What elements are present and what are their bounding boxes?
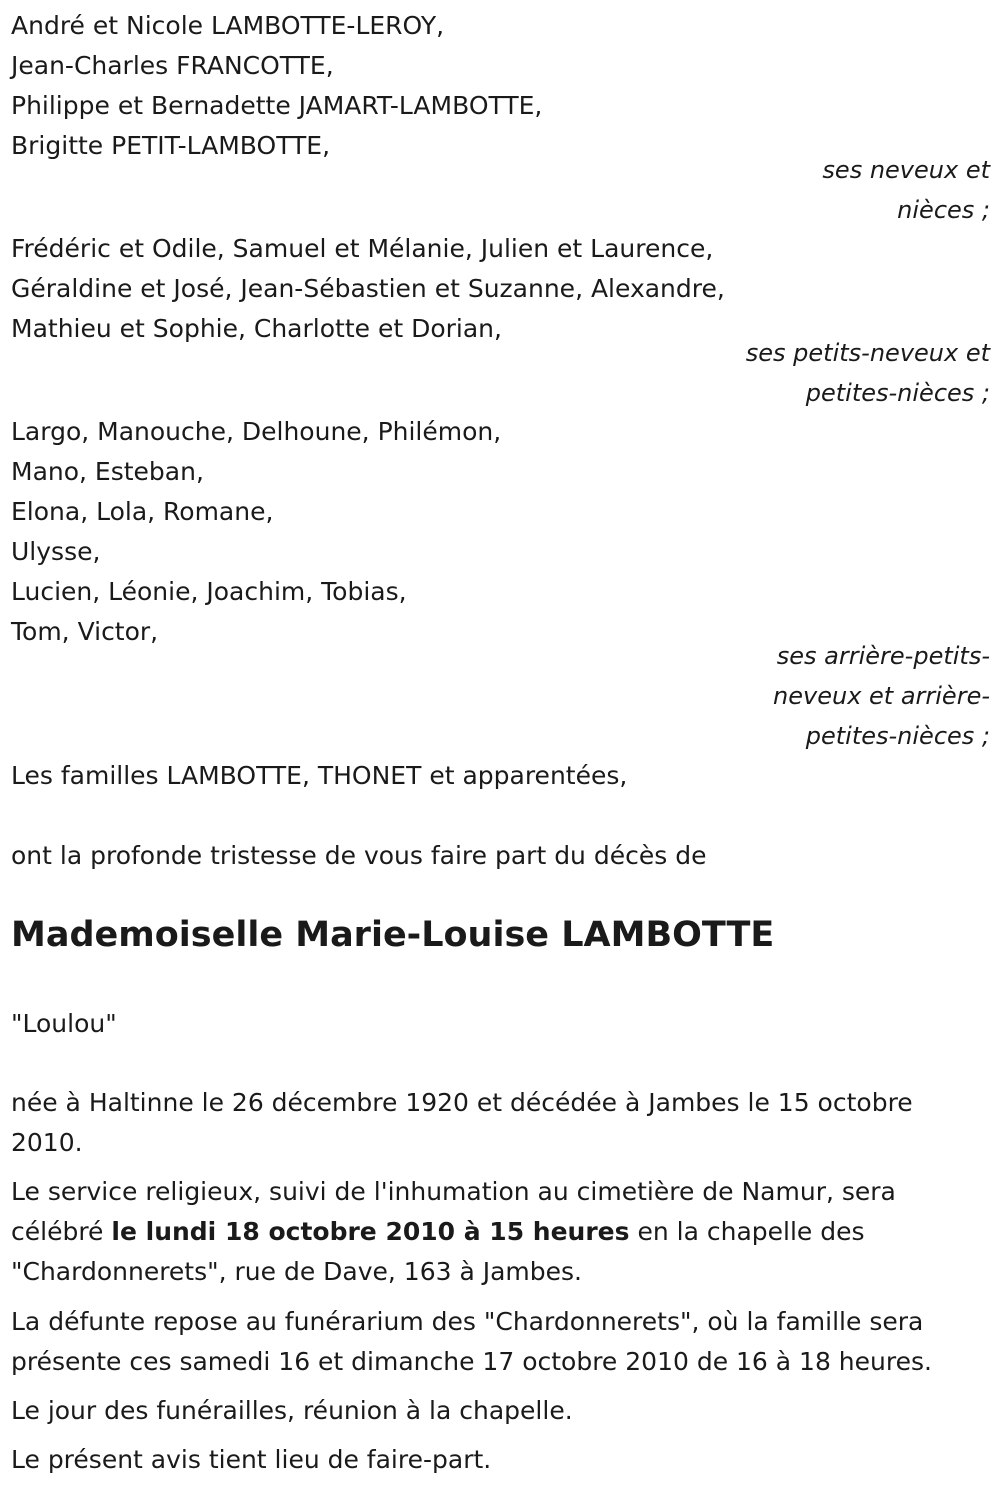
grand-nephew-name-line: Frédéric et Odile, Samuel et Mélanie, Julien et Laurence, xyxy=(11,234,714,263)
nephew-name-line: André et Nicole LAMBOTTE-LEROY, xyxy=(11,11,445,40)
nephew-name-line: Jean-Charles FRANCOTTE, xyxy=(11,51,334,80)
relation-label: petites-nièces ; xyxy=(805,379,990,407)
relation-label: ses arrière-petits- xyxy=(776,642,990,670)
great-grand-nephew-name-line: Largo, Manouche, Delhoune, Philémon, xyxy=(11,417,502,446)
grand-nephew-name-line: Géraldine et José, Jean-Sébastien et Suzanne, Alexandre, xyxy=(11,274,725,303)
great-grand-nephew-name-line: Lucien, Léonie, Joachim, Tobias, xyxy=(11,577,407,606)
great-grand-nephew-name-line: Elona, Lola, Romane, xyxy=(11,497,274,526)
nephew-name-line: Brigitte PETIT-LAMBOTTE, xyxy=(11,131,331,160)
service-line: Le service religieux, suivi de l'inhumation au cimetière de Namur, sera xyxy=(11,1177,896,1206)
service-suffix: en la chapelle des xyxy=(629,1217,865,1246)
service-line xyxy=(11,1212,865,1252)
birth-death-line: née à Haltinne le 26 décembre 1920 et décédée à Jambes le 15 octobre xyxy=(11,1088,913,1117)
families-line: Les familles LAMBOTTE, THONET et apparentées, xyxy=(11,761,628,790)
meeting-line: Le jour des funérailles, réunion à la chapelle. xyxy=(11,1396,573,1425)
deceased-name: Mademoiselle Marie-Louise LAMBOTTE xyxy=(11,915,775,955)
service-prefix: célébré xyxy=(11,1217,112,1246)
grand-nephew-name-line: Mathieu et Sophie, Charlotte et Dorian, xyxy=(11,314,502,343)
service-datetime: le lundi 18 octobre 2010 à 15 heures xyxy=(111,1217,630,1246)
relation-label: ses petits-neveux et xyxy=(745,339,990,367)
service-line: "Chardonnerets", rue de Dave, 163 à Jambes. xyxy=(11,1257,583,1286)
birth-death-line: 2010. xyxy=(11,1128,83,1157)
announcement-text: ont la profonde tristesse de vous faire part du décès de xyxy=(11,841,707,870)
great-grand-nephew-name-line: Mano, Esteban, xyxy=(11,457,204,486)
relation-label: ses neveux et xyxy=(822,156,990,184)
relation-label: nièces ; xyxy=(897,196,990,224)
viewing-line: La défunte repose au funérarium des "Chardonnerets", où la famille sera xyxy=(11,1307,924,1336)
great-grand-nephew-name-line: Ulysse, xyxy=(11,537,101,566)
relation-label: petites-nièces ; xyxy=(805,722,990,750)
great-grand-nephew-name-line: Tom, Victor, xyxy=(11,617,159,646)
nephew-name-line: Philippe et Bernadette JAMART-LAMBOTTE, xyxy=(11,91,543,120)
relation-label: neveux et arrière- xyxy=(773,682,990,710)
nickname: "Loulou" xyxy=(11,1009,117,1038)
notice-line: Le présent avis tient lieu de faire-part. xyxy=(11,1445,492,1474)
viewing-line: présente ces samedi 16 et dimanche 17 octobre 2010 de 16 à 18 heures. xyxy=(11,1347,932,1376)
